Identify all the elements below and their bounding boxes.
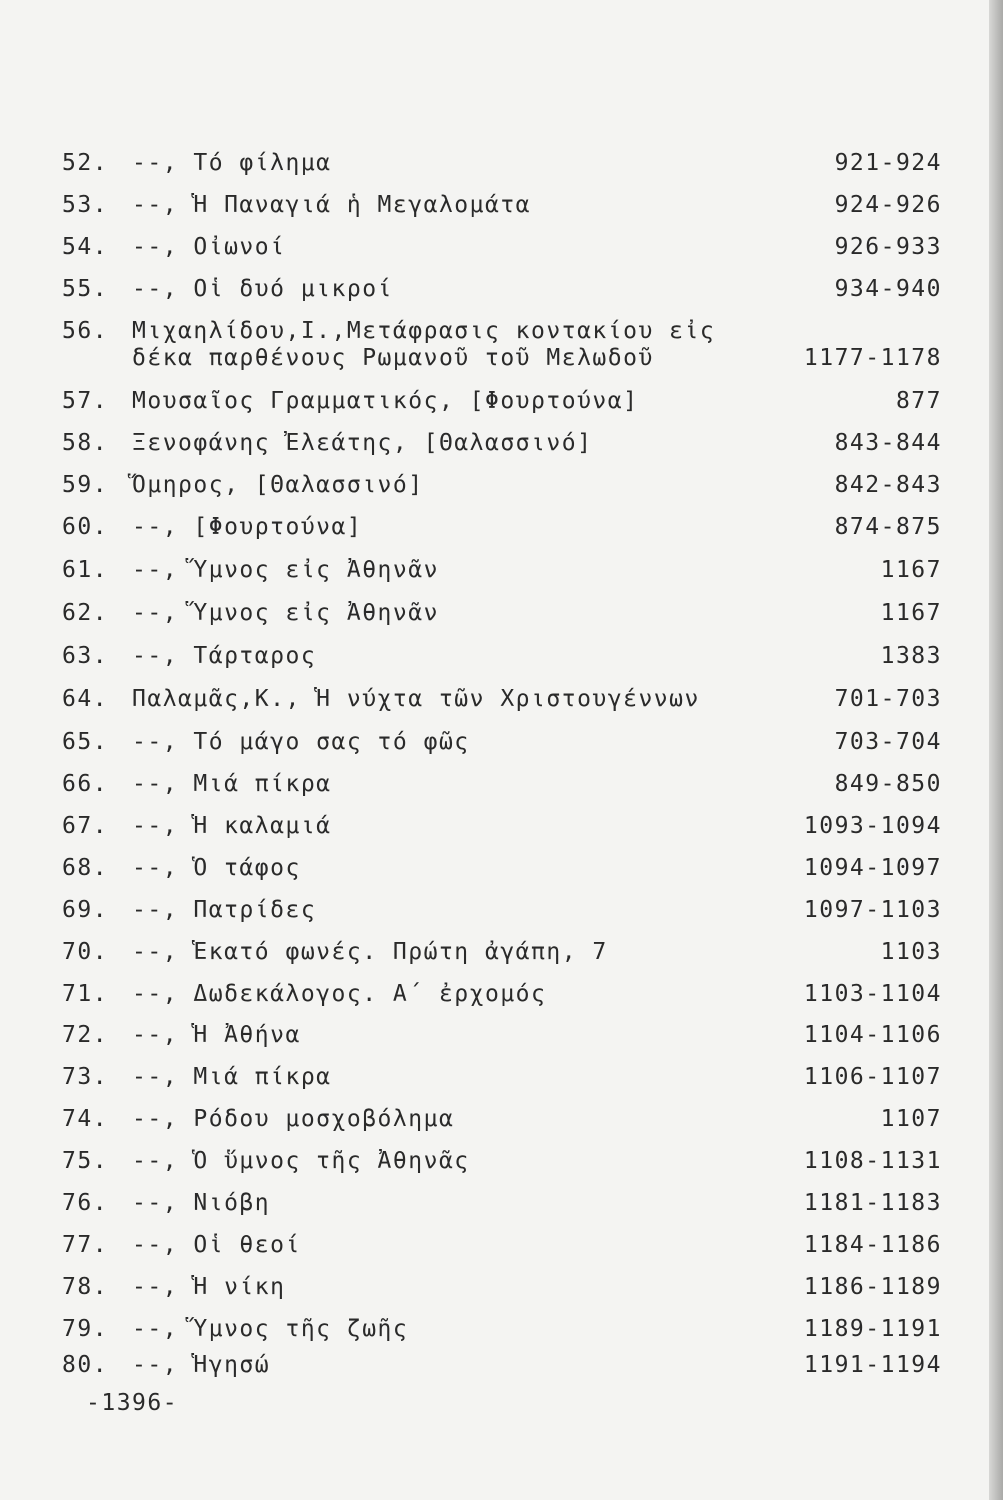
entry-pages: 1107 (880, 1106, 942, 1132)
entry-number: 59. (62, 472, 109, 498)
entry-title: Ὅμηρος, [Θαλασσινό] (132, 472, 424, 498)
entry-pages: 1167 (880, 600, 942, 626)
entry-title: --, Νιόβη (132, 1190, 271, 1216)
entry-pages: 1103 (880, 939, 942, 965)
index-entry (62, 388, 942, 430)
entry-number: 71. (62, 981, 109, 1007)
entry-pages: 1093-1094 (803, 813, 942, 839)
entry-pages: 1383 (880, 643, 942, 669)
entry-pages: 877 (895, 388, 942, 414)
index-entry (62, 472, 942, 514)
index-entry (62, 1352, 942, 1394)
entry-title: --, Οἱ θεοί (132, 1232, 301, 1258)
index-entry (62, 813, 942, 855)
index-entry (62, 276, 942, 318)
entry-number: 73. (62, 1064, 109, 1090)
entry-title: --, Ἡ Ἀθήνα (132, 1022, 301, 1048)
entry-title: --, Μιά πίκρα (132, 1064, 332, 1090)
page-edge-shadow (989, 0, 1003, 1500)
entry-number: 53. (62, 192, 109, 218)
index-entry (62, 897, 942, 939)
entry-title: --, Οἱ δυό μικροί (132, 276, 393, 302)
index-entry (62, 1022, 942, 1064)
index-entry (62, 234, 942, 276)
entry-title-continuation: δέκα παρθένους Ρωμανοῦ τοῦ Μελωδοῦ (132, 345, 654, 371)
entry-number: 79. (62, 1316, 109, 1342)
entry-title: --, Τάρταρος (132, 643, 317, 669)
entry-pages: 924-926 (834, 192, 942, 218)
entry-title: --, Τό μάγο σας τό φῶς (132, 729, 470, 755)
index-entry (62, 430, 942, 472)
entry-pages: 921-924 (834, 150, 942, 176)
entry-pages: 926-933 (834, 234, 942, 260)
entry-pages: 1094-1097 (803, 855, 942, 881)
index-entry (62, 981, 942, 1023)
entry-number: 64. (62, 686, 109, 712)
entry-pages: 1189-1191 (803, 1316, 942, 1342)
index-entry (62, 1148, 942, 1190)
entry-pages: 842-843 (834, 472, 942, 498)
entry-pages: 701-703 (834, 686, 942, 712)
entry-number: 54. (62, 234, 109, 260)
entry-number: 63. (62, 643, 109, 669)
index-entry (62, 1064, 942, 1106)
entry-pages: 1167 (880, 557, 942, 583)
entry-number: 52. (62, 150, 109, 176)
entry-pages: 703-704 (834, 729, 942, 755)
index-entry (62, 600, 942, 642)
entry-title: --, Ὁ ὕμνος τῆς Ἀθηνᾶς (132, 1148, 470, 1174)
index-entry (62, 514, 942, 556)
entry-pages: 1103-1104 (803, 981, 942, 1007)
index-entry (62, 1106, 942, 1148)
entry-title: Ξενοφάνης Ἐλεάτης, [Θαλασσινό] (132, 430, 593, 456)
entry-number: 70. (62, 939, 109, 965)
entry-pages: 934-940 (834, 276, 942, 302)
entry-pages: 849-850 (834, 771, 942, 797)
entry-number: 66. (62, 771, 109, 797)
entry-number: 80. (62, 1352, 109, 1378)
entry-pages: 1108-1131 (803, 1148, 942, 1174)
index-entry (62, 150, 942, 192)
entry-title: --, Ἑκατό φωνές. Πρώτη ἀγάπη, 7 (132, 939, 608, 965)
entry-pages: 1104-1106 (803, 1022, 942, 1048)
entry-number: 60. (62, 514, 109, 540)
entry-number: 61. (62, 557, 109, 583)
entry-title: --, Οἰωνοί (132, 234, 286, 260)
entry-title: --, Ὕμνος τῆς ζωῆς (132, 1316, 409, 1342)
index-entry (62, 557, 942, 599)
entry-number: 56. (62, 318, 109, 344)
entry-number: 67. (62, 813, 109, 839)
entry-number: 77. (62, 1232, 109, 1258)
entry-pages: 843-844 (834, 430, 942, 456)
index-entry (62, 1232, 942, 1274)
entry-pages: 1186-1189 (803, 1274, 942, 1300)
entry-number: 76. (62, 1190, 109, 1216)
entry-pages: 1177-1178 (803, 345, 942, 371)
entry-title: --, Ὕμνος εἰς Ἀθηνᾶν (132, 600, 439, 626)
entry-title: --, Ὕμνος εἰς Ἀθηνᾶν (132, 557, 439, 583)
entry-number: 78. (62, 1274, 109, 1300)
index-entry (62, 939, 942, 981)
entry-number: 62. (62, 600, 109, 626)
entry-number: 72. (62, 1022, 109, 1048)
index-entry (62, 318, 942, 380)
index-entry (62, 855, 942, 897)
entry-title: Μιχαηλίδου,Ι.,Μετάφρασις κοντακίου εἰς (132, 318, 716, 344)
entry-number: 68. (62, 855, 109, 881)
entry-number: 69. (62, 897, 109, 923)
entry-pages: 1106-1107 (803, 1064, 942, 1090)
entry-title: --, Δωδεκάλογος. Α΄ ἐρχομός (132, 981, 547, 1007)
entry-number: 74. (62, 1106, 109, 1132)
entry-title: --, Μιά πίκρα (132, 771, 332, 797)
entry-title: --, [Φουρτούνα] (132, 514, 363, 540)
index-entry (62, 1274, 942, 1316)
entry-pages: 1181-1183 (803, 1190, 942, 1216)
index-entry (62, 643, 942, 685)
entry-title: --, Πατρίδες (132, 897, 317, 923)
index-entry (62, 686, 942, 728)
entry-title: Παλαμᾶς,Κ., Ἡ νύχτα τῶν Χριστουγέννων (132, 686, 700, 712)
entry-title: --, Ὁ τάφος (132, 855, 301, 881)
entry-title: --, Τό φίλημα (132, 150, 332, 176)
index-entry (62, 771, 942, 813)
entry-number: 58. (62, 430, 109, 456)
entry-title: --, Ρόδου μοσχοβόλημα (132, 1106, 455, 1132)
entry-pages: 1097-1103 (803, 897, 942, 923)
index-entry (62, 192, 942, 234)
entry-pages: 874-875 (834, 514, 942, 540)
entry-title: --, Ἡγησώ (132, 1352, 271, 1378)
entry-title: --, Ἡ καλαμιά (132, 813, 332, 839)
entry-number: 75. (62, 1148, 109, 1174)
entry-pages: 1184-1186 (803, 1232, 942, 1258)
entry-pages: 1191-1194 (803, 1352, 942, 1378)
entry-title: --, Ἡ νίκη (132, 1274, 286, 1300)
entry-number: 55. (62, 276, 109, 302)
page-number: -1396- (86, 1390, 179, 1416)
entry-number: 65. (62, 729, 109, 755)
index-entry (62, 1190, 942, 1232)
entry-title: Μουσαῖος Γραμματικός, [Φουρτούνα] (132, 388, 639, 414)
index-entry (62, 729, 942, 771)
entry-title: --, Ἡ Παναγιά ἡ Μεγαλομάτα (132, 192, 532, 218)
entry-number: 57. (62, 388, 109, 414)
